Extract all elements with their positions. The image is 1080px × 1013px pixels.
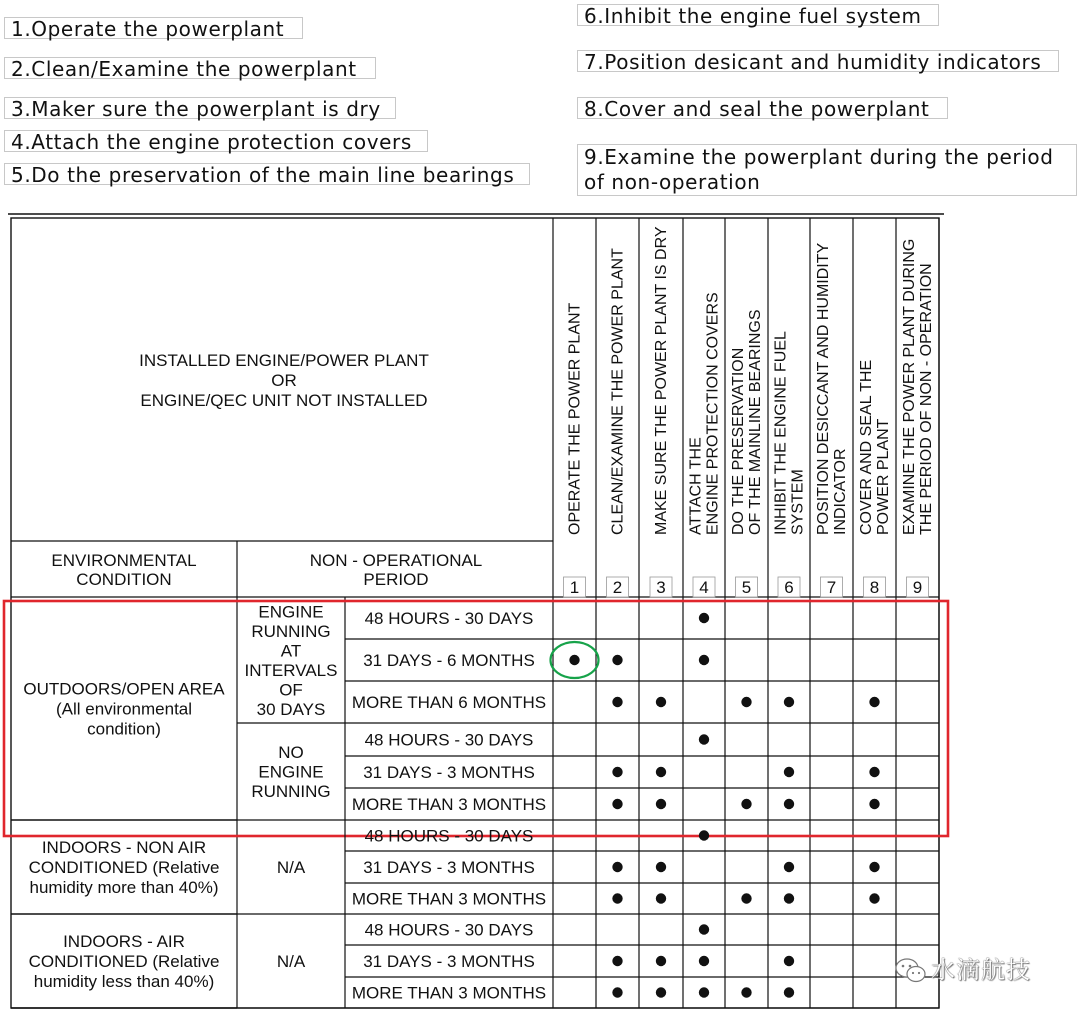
check-dot — [784, 862, 794, 872]
check-dot — [869, 862, 879, 872]
environment-label-line: INDOORS - NON AIR — [41, 838, 207, 857]
check-dot — [741, 987, 751, 997]
check-dot — [869, 767, 879, 777]
column-header-2: CLEAN/EXAMINE THE POWER PLANT — [609, 248, 627, 535]
check-dot — [741, 893, 751, 903]
table-title-line: OR — [271, 371, 297, 390]
check-dot — [699, 956, 709, 966]
group-label-line: AT — [280, 641, 302, 661]
watermark — [895, 950, 1031, 985]
column-header-8: COVER AND SEAL THE — [858, 359, 875, 535]
column-number-7: 7 — [826, 578, 837, 597]
column-header-4: ENGINE PROTECTION COVERS — [704, 292, 722, 535]
check-dot — [741, 697, 751, 707]
step-label-8: 8.Cover and seal the powerplant — [577, 97, 948, 119]
environment-label-line: INDOORS - AIR — [63, 932, 185, 951]
period-cell: 31 DAYS - 3 MONTHS — [363, 858, 535, 877]
period-cell: MORE THAN 6 MONTHS — [351, 693, 547, 712]
column-header-9: THE PERIOD OF NON - OPERATION — [918, 263, 935, 535]
environment-label-line: condition) — [87, 719, 161, 739]
column-header-8: POWER PLANT — [875, 418, 892, 535]
check-dot — [784, 767, 794, 777]
group-label-line: RUNNING — [251, 621, 331, 641]
step-label-9: 9.Examine the powerplant during the period of non-operation — [577, 144, 1077, 196]
table-title-line: INSTALLED ENGINE/POWER PLANT — [139, 351, 429, 370]
check-dot — [656, 862, 666, 872]
check-dot — [656, 956, 666, 966]
group-label-line: ENGINE — [258, 762, 324, 782]
period-cell: 48 HOURS - 30 DAYS — [364, 826, 534, 846]
period-cell: 31 DAYS - 3 MONTHS — [363, 952, 535, 971]
check-dot — [784, 799, 794, 809]
check-dot — [699, 655, 709, 665]
check-dot — [612, 956, 622, 966]
period-header-line: NON - OPERATIONAL — [309, 551, 483, 570]
column-header-3: MAKE SURE THE POWER PLANT IS DRY — [653, 226, 670, 535]
check-dot — [569, 655, 579, 665]
check-dot — [869, 697, 879, 707]
column-header-5: DO THE PRESERVATION — [730, 347, 747, 535]
check-dot — [699, 734, 709, 744]
column-header-7: INDICATOR — [832, 448, 849, 535]
wechat-icon — [895, 957, 927, 985]
step-label-5: 5.Do the preservation of the main line bearings — [4, 163, 530, 185]
check-dot — [656, 799, 666, 809]
table-title-line: ENGINE/QEC UNIT NOT INSTALLED — [140, 391, 428, 410]
period-cell: 31 DAYS - 3 MONTHS — [363, 763, 535, 782]
check-dot — [612, 767, 622, 777]
check-dot — [741, 799, 751, 809]
step-label-3: 3.Maker sure the powerplant is dry — [4, 97, 396, 119]
env-header-line: ENVIRONMENTAL — [51, 551, 197, 570]
group-label-line: N/A — [276, 952, 306, 971]
check-dot — [612, 655, 622, 665]
group-label-line: INTERVALS — [244, 660, 338, 680]
step-label-7: 7.Position desicant and humidity indicators — [577, 50, 1059, 72]
column-header-6: INHIBIT THE ENGINE FUEL — [772, 331, 790, 535]
column-number-5: 5 — [741, 578, 752, 597]
check-dot — [869, 799, 879, 809]
check-dot — [784, 987, 794, 997]
check-dot — [784, 697, 794, 707]
check-dot — [784, 956, 794, 966]
group-label-line: OF — [279, 680, 303, 700]
group-label-line: ENGINE — [258, 602, 324, 622]
step-label-6: 6.Inhibit the engine fuel system — [577, 4, 939, 26]
column-number-2: 2 — [612, 578, 623, 597]
column-header-1: OPERATE THE POWER PLANT — [566, 302, 584, 535]
column-number-4: 4 — [699, 578, 709, 597]
period-header-line: PERIOD — [363, 570, 429, 589]
step-label-1: 1.Operate the powerplant — [4, 17, 303, 39]
check-dot — [612, 697, 622, 707]
column-header-6: SYSTEM — [789, 469, 807, 535]
check-dot — [656, 987, 666, 997]
period-cell: 48 HOURS - 30 DAYS — [364, 730, 534, 750]
column-number-3: 3 — [656, 578, 666, 597]
group-label-line: NO — [278, 743, 304, 762]
group-label-line: N/A — [276, 858, 306, 877]
check-dot — [612, 893, 622, 903]
period-cell: MORE THAN 3 MONTHS — [351, 889, 547, 909]
check-dot — [699, 924, 709, 934]
check-dot — [699, 613, 709, 623]
env-header-line: CONDITION — [76, 570, 172, 589]
environment-label-line: CONDITIONED (Relative — [28, 952, 220, 971]
check-dot — [612, 799, 622, 809]
period-cell: 48 HOURS - 30 DAYS — [364, 920, 534, 940]
check-dot — [869, 893, 879, 903]
check-dot — [699, 987, 709, 997]
group-label-line: 30 DAYS — [256, 699, 326, 719]
check-dot — [656, 697, 666, 707]
column-header-9: EXAMINE THE POWER PLANT DURING — [901, 238, 918, 535]
check-dot — [784, 893, 794, 903]
step-label-4: 4.Attach the engine protection covers — [4, 130, 428, 152]
column-number-6: 6 — [784, 578, 794, 597]
step-label-2: 2.Clean/Examine the powerplant — [4, 57, 376, 79]
check-dot — [612, 862, 622, 872]
column-header-5: OF THE MAINLINE BEARINGS — [747, 309, 764, 535]
environment-label-line: humidity more than 40%) — [29, 878, 219, 897]
check-dot — [656, 893, 666, 903]
period-cell: 48 HOURS - 30 DAYS — [364, 609, 534, 628]
environment-label-line: CONDITIONED (Relative — [28, 858, 220, 877]
column-number-8: 8 — [869, 578, 880, 597]
column-header-4: ATTACH THE — [687, 437, 705, 535]
column-number-1: 1 — [569, 578, 580, 597]
period-cell: MORE THAN 3 MONTHS — [351, 983, 547, 1003]
check-dot — [612, 987, 622, 997]
environment-label-line: OUTDOORS/OPEN AREA — [23, 679, 225, 699]
period-cell: 31 DAYS - 6 MONTHS — [363, 651, 535, 670]
column-number-9: 9 — [912, 578, 923, 597]
column-header-7: POSITION DESICCANT AND HUMIDITY — [815, 242, 832, 535]
watermark-text: 水滴航技 — [931, 956, 1031, 984]
check-dot — [656, 767, 666, 777]
group-label-line: RUNNING — [251, 782, 331, 801]
environment-label-line: humidity less than 40%) — [33, 972, 215, 991]
environment-label-line: (All environmental — [55, 699, 193, 719]
check-dot — [699, 830, 709, 840]
period-cell: MORE THAN 3 MONTHS — [351, 795, 547, 814]
